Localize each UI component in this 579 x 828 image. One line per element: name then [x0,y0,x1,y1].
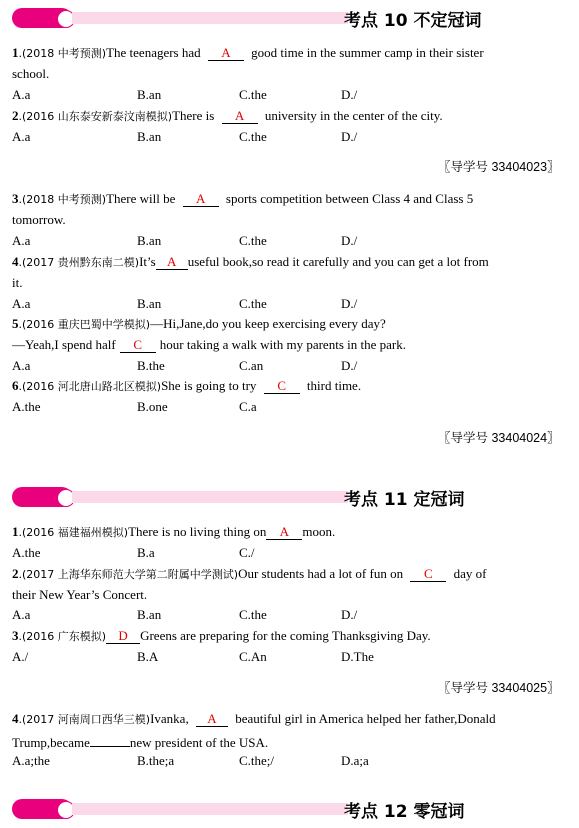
answer-blank: A [266,525,302,540]
option-d: D./ [341,233,358,248]
header-band [72,491,348,503]
header-band [72,12,348,24]
option-c: C.a [239,399,257,414]
answer-blank: C [410,567,446,582]
answer-blank: D [106,629,140,644]
option-c: C.the [239,129,267,144]
option-a: A.a [12,296,31,311]
s2-question-2: 2.(2017 上海华东师范大学第二附属中学测试)Our students had a lot of fun on C day of [12,566,487,581]
question-5-line2: —Yeah,I spend half C hour taking a walk with my parents in the park. [12,337,406,352]
s2-question-2-cont: their New Year’s Concert. [12,587,148,602]
answer-blank: A [156,255,188,270]
option-c: C.An [239,649,267,664]
section-header-3 [12,799,567,821]
section-header-1 [12,8,567,30]
option-a: A.a [12,129,31,144]
option-d: D./ [341,87,358,102]
option-b: B.the [137,358,165,373]
guide-number: 〖导学号 33404025〗 [438,681,560,695]
option-b: B.an [137,607,162,622]
option-a: A.a [12,358,31,373]
option-a: A.a;the [12,753,50,768]
option-c: C.the [239,87,267,102]
guide-number: 〖导学号 33404023〗 [438,160,560,174]
option-d: D./ [341,607,358,622]
option-a: A.the [12,545,41,560]
option-c: C.the [239,607,267,622]
question-2: 2.(2016 山东泰安新泰汶南模拟)There is A university in the center of the city. [12,108,443,123]
option-d: D./ [341,296,358,311]
question-3: 3.(2018 中考预测)There will be A sports competition between Class 4 and Class 5 [12,191,474,206]
s2-question-4: 4.(2017 河南周口西华三模)Ivanka, A beautiful girl in America helped her father,Donald [12,711,496,726]
option-c: C./ [239,545,255,560]
option-a: A.a [12,87,31,102]
option-b: B.an [137,87,162,102]
option-b: B.a [137,545,155,560]
option-d: D./ [341,358,358,373]
section-header-2 [12,487,567,509]
answer-blank: A [183,192,219,207]
answer-blank: C [264,379,300,394]
option-b: B.one [137,399,168,414]
option-a: A.the [12,399,41,414]
option-b: B.A [137,649,159,664]
option-c: C.the;/ [239,753,275,768]
s2-question-3: 3.(2016 广东模拟) D Greens are preparing for the coming Thanksgiving Day. [12,628,431,643]
section-title: 考点 10 不定冠词 [344,11,482,31]
question-1: 1.(2018 中考预测)The teenagers had A good time in the summer camp in their sister [12,45,484,60]
answer-blank: A [208,46,244,61]
question-3-cont: tomorrow. [12,212,66,227]
section-title: 考点 11 定冠词 [344,490,465,510]
section-title: 考点 12 零冠词 [344,802,465,822]
guide-number: 〖导学号 33404024〗 [438,431,560,445]
question-4: 4.(2017 贵州黔东南二模)It’s A useful book,so read it carefully and you can get a lot from [12,254,489,269]
option-b: B.an [137,129,162,144]
option-a: A./ [12,649,29,664]
header-band [72,803,348,815]
answer-blank: C [120,338,156,353]
option-c: C.an [239,358,264,373]
question-6: 6.(2016 河北唐山路北区模拟)She is going to try C third time. [12,378,362,393]
answer-blank: A [196,712,228,727]
option-d: D.a;a [341,753,369,768]
option-d: D.The [341,649,374,664]
answer-blank-empty [90,732,130,747]
question-4-cont: it. [12,275,23,290]
s2-question-1: 1.(2016 福建福州模拟)There is no living thing on A moon. [12,524,336,539]
option-c: C.the [239,296,267,311]
option-b: B.the;a [137,753,175,768]
question-5: 5.(2016 重庆巴蜀中学模拟)—Hi,Jane,do you keep exercising every day? [12,316,386,331]
option-c: C.the [239,233,267,248]
option-a: A.a [12,607,31,622]
option-d: D./ [341,129,358,144]
answer-blank: A [222,109,258,124]
s2-question-4-cont: Trump,became new president of the USA. [12,732,268,751]
option-a: A.a [12,233,31,248]
question-1-cont: school. [12,66,50,81]
option-b: B.an [137,233,162,248]
option-b: B.an [137,296,162,311]
